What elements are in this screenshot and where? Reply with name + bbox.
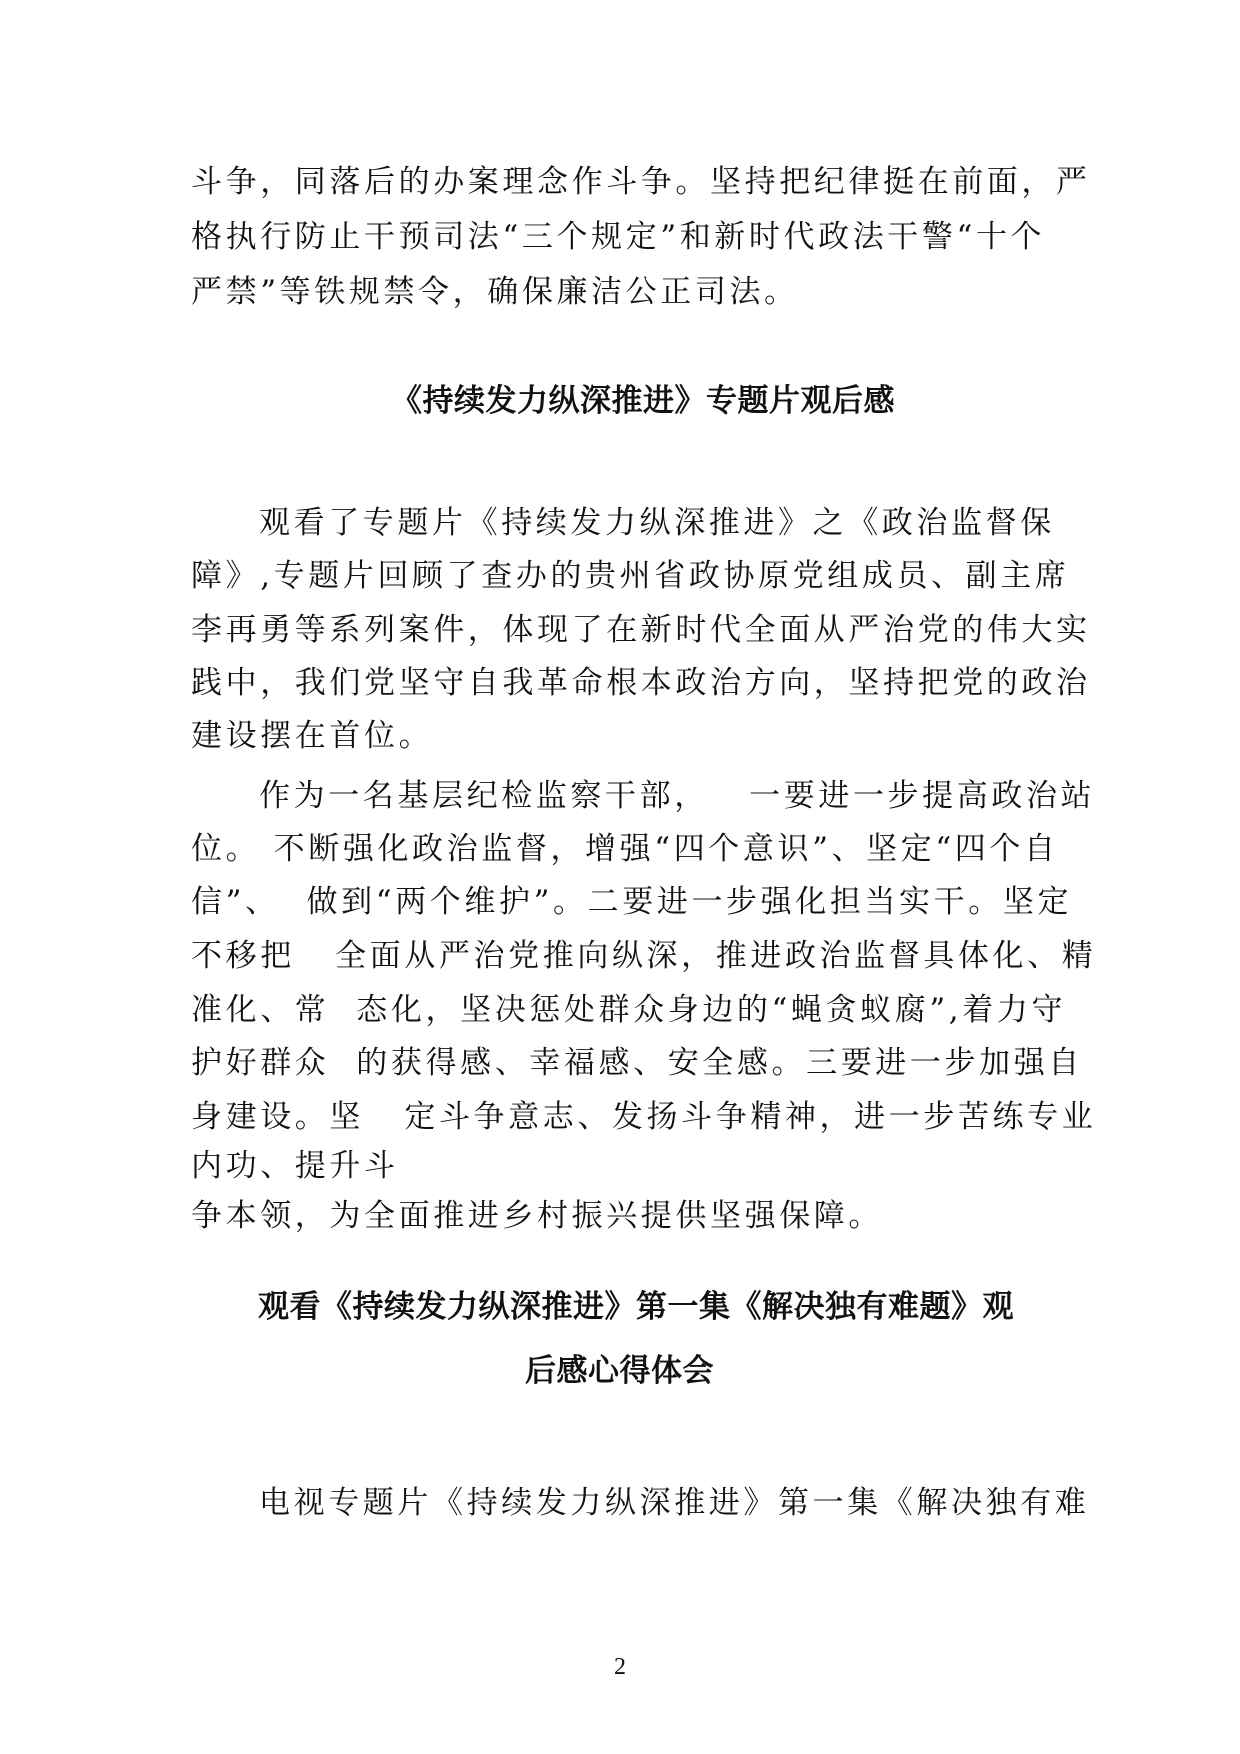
body-text-line: 斗争，同落后的办案理念作斗争。坚持把纪律挺在前面，严 [191,164,1091,200]
body-text-line: 准化、常 态化，坚决惩处群众身边的“蝇贪蚁腐”,着力守 [191,992,1067,1028]
body-text-line: 护好群众 的获得感、幸福感、安全感。三要进一步加强自 [191,1045,1083,1081]
body-text-line: 位。 不断强化政治监督，增强“四个意识”、坚定“四个自 [191,831,1059,867]
article-title: 观看《持续发力纵深推进》第一集《解决独有难题》观 [258,1289,1014,1325]
page-number: 2 [614,1654,626,1680]
body-text-line: 格执行防止干预司法“三个规定”和新时代政法干警“十个 [191,219,1046,255]
body-text-line: 争本领，为全面推进乡村振兴提供坚强保障。 [191,1198,883,1234]
body-text-line: 电视专题片《持续发力纵深推进》第一集《解决独有难 [259,1485,1090,1521]
article-title: 《持续发力纵深推进》专题片观后感 [391,383,895,419]
body-text-line: 身建设。坚 定斗争意志、发扬斗争精神，进一步苦练专业 [191,1099,1097,1135]
body-text-line: 严禁”等铁规禁令，确保廉洁公正司法。 [191,274,799,310]
body-text-line: 李再勇等系列案件，体现了在新时代全面从严治党的伟大实 [191,612,1091,648]
body-text-line: 内功、提升斗 [191,1148,399,1184]
body-text-line: 作为一名基层纪检监察干部， 一要进一步提高政治站 [259,778,1096,814]
body-text-line: 践中，我们党坚守自我革命根本政治方向，坚持把党的政治 [191,665,1091,701]
body-text-line: 建设摆在首位。 [191,718,434,754]
body-text-line: 障》,专题片回顾了查办的贵州省政协原党组成员、副主席 [191,558,1070,594]
body-text-line: 观看了专题片《持续发力纵深推进》之《政治监督保 [259,505,1055,541]
body-text-line: 信”、 做到“两个维护”。二要进一步强化担当实干。坚定 [191,884,1073,920]
article-title-continued: 后感心得体会 [525,1353,714,1389]
body-text-line: 不移把 全面从严治党推向纵深，推进政治监督具体化、精 [191,938,1097,974]
